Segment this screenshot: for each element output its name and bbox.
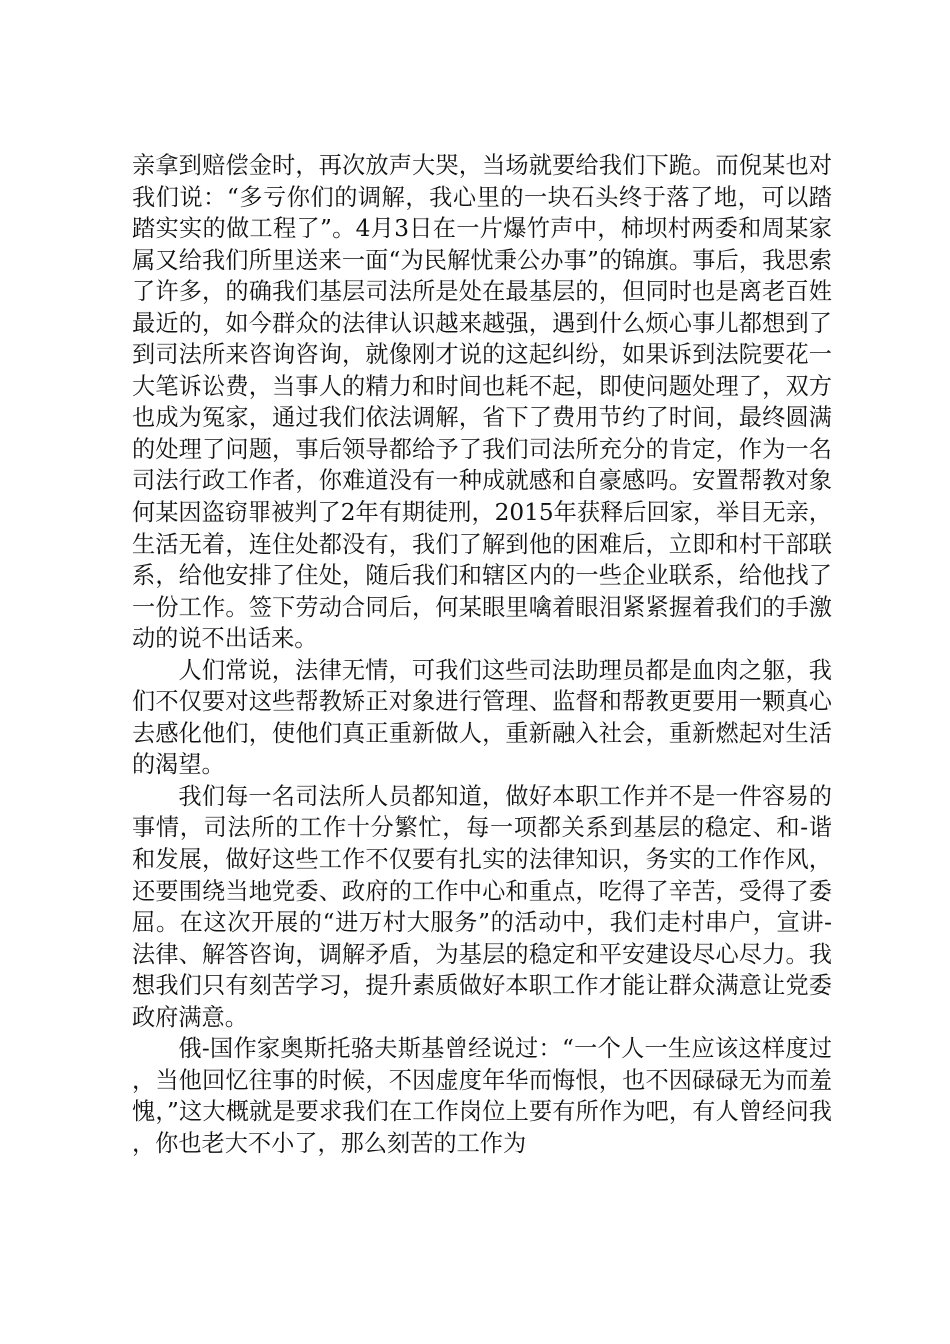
paragraph-2: 人们常说，法律无情，可我们这些司法助理员都是血肉之躯，我们不仅要对这些帮教矫正对象进行管理、监督和帮教更要用一颗真心去感化他们，使他们真正重新做人，重新融入社会，重新燃起对生活的渴望。 bbox=[132, 656, 832, 779]
paragraph-1: 亲拿到赔偿金时，再次放声大哭，当场就要给我们下跪。而倪某也对我们说：“多亏你们的调解，我心里的一块石头终于落了地，可以踏踏实实的做工程了”。4月3日在一片爆竹声中，柿坝村两委和周某家属又给我们所里送来一面“为民解忧秉公办事”的锦旗。事后，我思索了许多，的确我们基层司法所是处在最基层的，但同时也是离老百姓最近的，如今群众的法律认识越来越强，遇到什么烦心事儿都想到了到司法所来咨询咨询，就像刚才说的这起纠纷，如果诉到法院要花一大笔诉讼费，当事人的精力和时间也耗不起，即使问题处理了，双方也成为冤家，通过我们依法调解，省下了费用节约了时间，最终圆满的处理了问题，事后领导都给予了我们司法所充分的肯定，作为一名司法行政工作者，你难道没有一种成就感和自豪感吗。安置帮教对象何某因盗窃罪被判了2年有期徒刑，2015年获释后回家，举目无亲，生活无着，连住处都没有，我们了解到他的困难后，立即和村干部联系，给他安排了住处，随后我们和辖区内的一些企业联系，给他找了一份工作。签下劳动合同后，何某眼里噙着眼泪紧紧握着我们的手激动的说不出话来。 bbox=[132, 152, 832, 653]
paragraph-4: 俄-国作家奥斯托骆夫斯基曾经说过：“一个人一生应该这样度过，当他回忆往事的时候，不因虚度年华而悔恨，也不因碌碌无为而羞愧，”这大概就是要求我们在工作岗位上要有所作为吧，有人曾经问我，你也老大不小了，那么刻苦的工作为 bbox=[132, 1035, 832, 1157]
paragraph-3: 我们每一名司法所人员都知道，做好本职工作并不是一件容易的事情，司法所的工作十分繁忙，每一项都关系到基层的稳定、和-谐和发展，做好这些工作不仅要有扎实的法律知识，务实的工作作风，还要围绕当地党委、政府的工作中心和重点，吃得了辛苦，受得了委屈。在这次开展的“进万村大服务”的活动中，我们走村串户，宣讲-法律、解答咨询，调解矛盾，为基层的稳定和平安建设尽心尽力。我想我们只有刻苦学习，提升素质做好本职工作才能让群众满意让党委政府满意。 bbox=[132, 782, 832, 1031]
document-body bbox=[132, 150, 832, 1160]
